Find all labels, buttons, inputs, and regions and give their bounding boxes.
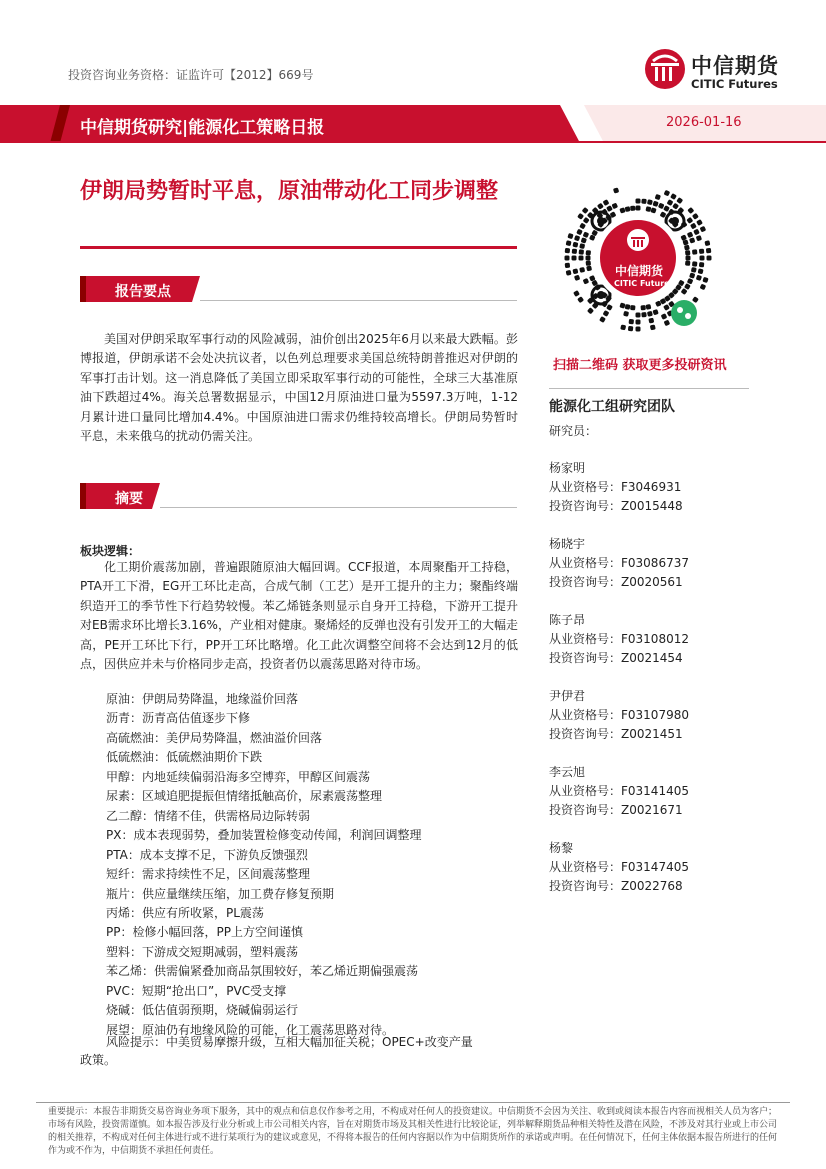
member-advisory: 投资咨询号：Z0022768 [549,879,683,893]
report-date: 2026-01-16 [666,115,742,130]
member-name: 尹伊君 [549,689,586,703]
summary-item: 烧碱：低估值弱预期，烧碱偏弱运行 [106,1003,299,1018]
team-title: 能源化工组研究团队 [549,399,675,415]
citic-logo-icon [643,47,687,91]
summary-item: 沥青：沥青高估值逐步下修 [106,711,251,726]
banner-title: 中信期货研究|能源化工策略日报 [80,118,325,138]
member-license: 从业资格号：F03108012 [549,632,689,646]
block-logic-title: 板块逻辑： [80,544,141,558]
risk-warning-line: 风险提示：中美贸易摩擦升级，互相大幅加征关税；OPEC+改变产量 [106,1035,473,1049]
summary-item: 低硫燃油：低硫燃油期价下跌 [106,750,263,765]
summary-item: PVC：短期“抢出口”，PVC受支撑 [106,983,287,998]
section-divider [160,507,517,508]
disclaimer-text: 重要提示：本报告非期货交易咨询业务项下服务，其中的观点和信息仅作参考之用，不构成对任何人的投资建议。中信期货不会因为关注、收到或阅读本报告内容而视相关人员为客户；市场有风险，投资需谨慎。如本报告涉及行业分析或上市公司相关内容，旨在对期货市场及其相关性进行比较论证，列举解释期货品种相关特性及潜在风险，不涉及对其行业或上市公司的相关推荐，不构成对任何主体进行或不进行某项行为的建议或意见，不得将本报告的任何内容据以作为中信期货所作的承诺或声明。在任何情况下，任何主体依据本报告所进行的任何作为或不作为，中信期货不承担任何责任。 [48,1107,778,1156]
qr-center-cn: 中信期货 [615,264,664,278]
member-advisory: 投资咨询号：Z0020561 [549,575,683,589]
risk-warning-continued: 政策。 [80,1053,117,1067]
member-advisory: 投资咨询号：Z0021451 [549,727,683,741]
summary-item: 展望：原油仍有地缘风险的可能，化工震荡思路对待。 [106,1022,395,1037]
summary-item: 高硫燃油：美伊局势降温，燃油溢价回落 [106,730,323,745]
qr-center-en: CITIC Futures [614,279,675,288]
summary-item: 甲醇：内地延续偏弱沿海多空博弈，甲醇区间震荡 [106,769,371,784]
headline: 伊朗局势暂时平息，原油带动化工同步调整 [80,179,499,204]
summary-item: 瓶片：供应量继续压缩，加工费存修复预期 [106,886,335,901]
member-advisory: 投资咨询号：Z0021671 [549,803,683,817]
member-advisory: 投资咨询号：Z0015448 [549,499,683,513]
summary-item: 塑料：下游成交短期减弱，塑料震荡 [106,944,299,959]
summary-item: 短纤：需求持续性不足，区间震荡整理 [106,867,311,882]
summary-item: 尿素：区域追肥提振但情绪抵触高价，尿素震荡整理 [106,789,383,804]
key-points-label: 报告要点 [115,284,171,300]
summary-item: 丙烯：供应有所收紧，PL震荡 [106,905,264,920]
summary-item: 苯乙烯：供需偏紧叠加商品氛围较好，苯乙烯近期偏强震荡 [106,964,419,979]
member-name: 李云旭 [549,765,586,779]
summary-item: PTA：成本支撑不足，下游负反馈强烈 [106,847,308,862]
qr-code[interactable] [563,163,713,353]
team-divider [549,388,749,389]
member-name: 杨家明 [549,461,586,475]
member-name: 陈子昂 [549,613,586,627]
summary-item: PP：检修小幅回落，PP上方空间谨慎 [106,925,303,940]
key-points-text: 美国对伊朗采取军事行动的风险减弱，油价创出2025年6月以来最大跌幅。彭博报道，伊朗承诺不会处决抗议者，以色列总理要求美国总统特朗普推迟对伊朗的军事打击计划。这一消息降低了美国立即采取军事行动的可能性，全球三大基准原油下跌超过4%。海关总署数据显示，中国12月原油进口量为5597.3万吨，1-12月累计进口量同比增加4.4%。中国原油进口需求仍维持较高增长。伊朗局势暂时平息，未来俄乌的扰动仍需关注。 [80,332,518,444]
logo-en-text: CITIC Futures [691,77,778,91]
member-advisory: 投资咨询号：Z0021454 [549,651,683,665]
footer-divider [36,1102,790,1103]
qr-caption: 扫描二维码 获取更多投研资讯 [553,358,727,373]
member-license: 从业资格号：F03141405 [549,784,689,798]
summary-item: PX：成本表现弱势，叠加装置检修变动传闻，利润回调整理 [106,828,422,843]
member-name: 杨晓宇 [549,537,586,551]
summary-item: 原油：伊朗局势降温，地缘溢价回落 [106,692,299,706]
member-license: 从业资格号：F3046931 [549,480,682,494]
member-license: 从业资格号：F03147405 [549,860,689,874]
headline-rule [80,246,517,249]
member-name: 杨黎 [549,841,574,855]
section-divider [200,300,517,301]
summary-intro: 化工期价震荡加剧，普遍跟随原油大幅回调。CCF报道，本周聚酯开工持稳，PTA开工下滑，EG开工环比走高，合成气制（工艺）是开工提升的主力；聚酯终端织造开工的季节性下行趋势较慢。苯乙烯链条则显示自身开工持稳，下游开工提升对EB需求环比增长3.16%，产业相对健康。聚烯烃的反弹也没有引发开工的大幅走高，PE开工环比下行，PP开工环比略增。化工此次调整空间将不会达到12月的低点，因供应并未与价格同步走高，投资者仍以震荡思路对待市场。 [80,560,518,672]
summary-item: 乙二醇：情绪不佳，供需格局边际转弱 [106,808,311,823]
logo-cn-text: 中信期货 [691,54,779,78]
summary-label: 摘要 [115,491,143,507]
researcher-role: 研究员： [549,424,598,438]
license-text: 投资咨询业务资格：证监许可【2012】669号 [68,68,314,82]
member-license: 从业资格号：F03086737 [549,556,689,570]
member-license: 从业资格号：F03107980 [549,708,689,722]
